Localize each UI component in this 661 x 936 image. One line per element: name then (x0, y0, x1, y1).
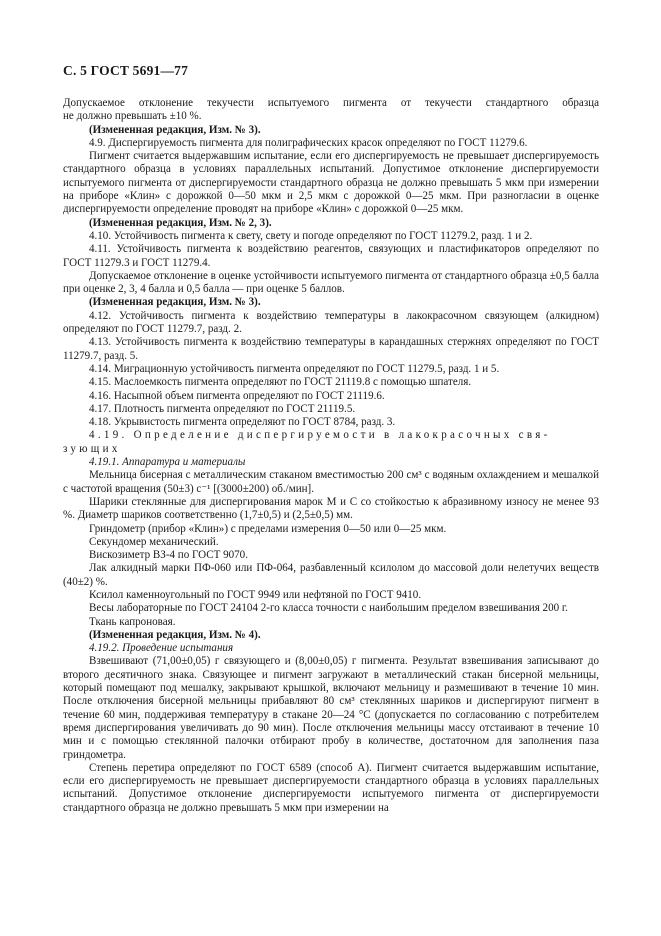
paragraph: Весы лабораторные по ГОСТ 24104 2-го класса точности с наибольшим пределом взвешивания 200 г. (89, 602, 568, 615)
paragraph: не должно превышать ±10 %. (63, 110, 202, 123)
revision-note: (Измененная редакция, Изм. № 2, 3). (89, 216, 272, 229)
paragraph: 4.18. Укрывистость пигмента определяют по ГОСТ 8784, разд. 3. (89, 416, 396, 429)
revision-note: (Измененная редакция, Изм. № 3). (89, 123, 261, 136)
revision-note: (Измененная редакция, Изм. № 4). (89, 628, 261, 641)
paragraph: Ткань капроновая. (89, 615, 176, 628)
paragraph: Секундомер механический. (89, 535, 219, 548)
paragraph: Взвешивают (71,00±0,05) г связующего и (8,00±0,05) г пигмента. Результат взвешивания записывают до второго десятичного знака. Связующее и пигмент загружают в металлический стакан бисерной мельницы, который помещают под мешалку, закрывают крышкой, включают мельницу и размешивают в течение 10 мин. После отключения бисерной мельницы прибавляют 80 см³ стеклянных шариков и диспергируют пигмент в течение 60 мин, поддерживая температуру в стакане 20—24 °С (допускается по согласованию с потребителем время диспергирования увеличивать до 90 мин). После отключения мельницы массу отстаивают в течение 10 мин и с помощью стеклянной палочки отбирают пробу в количестве, достаточном для заполнения паза гриндометра. (63, 655, 599, 761)
document-body (63, 97, 599, 815)
paragraph: 4.16. Насыпной объем пигмента определяют по ГОСТ 21119.6. (89, 389, 385, 402)
paragraph: Ксилол каменноугольный по ГОСТ 9949 или нефтяной по ГОСТ 9410. (89, 588, 422, 601)
paragraph: 4.11. Устойчивость пигмента к воздействию реагентов, связующих и пластификаторов определяют по ГОСТ 11279.3 и ГОСТ 11279.4. (63, 243, 599, 269)
paragraph: 4.12. Устойчивость пигмента к воздействию температуры в лакокрасочном связующем (алкидном) определяют по ГОСТ 11279.7, разд. 2. (63, 309, 599, 336)
paragraph: Допускаемое отклонение в оценке устойчивости испытуемого пигмента от стандартного образца ±0,5 балла при оценке 2, 3, 4 балла и 0,5 балла — при оценке 5 баллов. (63, 269, 599, 296)
paragraph: Гриндометр (прибор «Клин») с пределами измерения 0—50 или 0—25 мкм. (89, 522, 447, 535)
paragraph: Степень перетира определяют по ГОСТ 6589 (способ А). Пигмент считается выдержавшим испытание, если его диспергируемость не превышает диспергируемости стандартного образца в условиях параллельных испытаний. Допустимое отклонение диспергируемости испытуемого пигмента от диспергируемости стандартного образца не должно превышать 5 мкм при измерении на (63, 761, 599, 814)
paragraph: 4.13. Устойчивость пигмента к воздействию температуры в карандашных стержнях определяют по ГОСТ 11279.7, разд. 5. (63, 336, 599, 362)
paragraph: 4.17. Плотность пигмента определяют по ГОСТ 21119.5. (89, 402, 356, 415)
page-header: С. 5 ГОСТ 5691—77 (63, 63, 189, 78)
paragraph: 4.19.1. Аппаратура и материалы (89, 456, 246, 469)
paragraph: Шарики стеклянные для диспергирования марок М и С со стойкостью к абразивному износу не менее 93 %. Диаметр шариков соответственно (1,7±0,5) и (2,5±0,5) мм. (63, 495, 599, 522)
paragraph: 4.19. Определение диспергируемости в лакокрасочных свя- (89, 429, 551, 442)
paragraph: 4.19.2. Проведение испытания (89, 642, 234, 655)
paragraph: зующих (63, 442, 121, 455)
paragraph: Пигмент считается выдержавшим испытание, если его диспергируемость не превышает диспергируемость стандартного образца в условиях параллельных испытаний. Допустимое отклонение диспергируемости испытуемого пигмента от диспергируемости стандартного образца не должно превышать 5 мкм при измерении на приборе «Клин» с дорожкой 0—50 мкм и 2,5 мкм с дорожкой 0—25 мкм. При разногласии в оценке диспергируемости определение проводят на приборе «Клин» с дорожкой 0—25 мкм. (63, 150, 599, 216)
paragraph: Допускаемое отклонение текучести испытуемого пигмента от текучести стандартного образца (63, 97, 599, 109)
paragraph: 4.9. Диспергируемость пигмента для полиграфических красок определяют по ГОСТ 11279.6. (89, 136, 528, 149)
paragraph: 4.10. Устойчивость пигмента к свету, свету и погоде определяют по ГОСТ 11279.2, разд. 1 и 2. (89, 229, 533, 242)
paragraph: Вискозиметр ВЗ-4 по ГОСТ 9070. (89, 549, 248, 562)
paragraph: Мельница бисерная с металлическим стаканом вместимостью 200 см³ с водяным охлаждением и мешалкой с частотой вращения (50±3) с⁻¹ [(3000±200) об./мин]. (63, 469, 599, 495)
paragraph: Лак алкидный марки ПФ-060 или ПФ-064, разбавленный ксилолом до массовой доли нелетучих веществ (40±2) %. (63, 562, 599, 588)
revision-note: (Измененная редакция, Изм. № 3). (89, 296, 261, 309)
paragraph: 4.15. Маслоемкость пигмента определяют по ГОСТ 21119.8 с помощью шпателя. (89, 376, 472, 389)
paragraph: 4.14. Миграционную устойчивость пигмента определяют по ГОСТ 11279.5, разд. 1 и 5. (89, 362, 500, 375)
